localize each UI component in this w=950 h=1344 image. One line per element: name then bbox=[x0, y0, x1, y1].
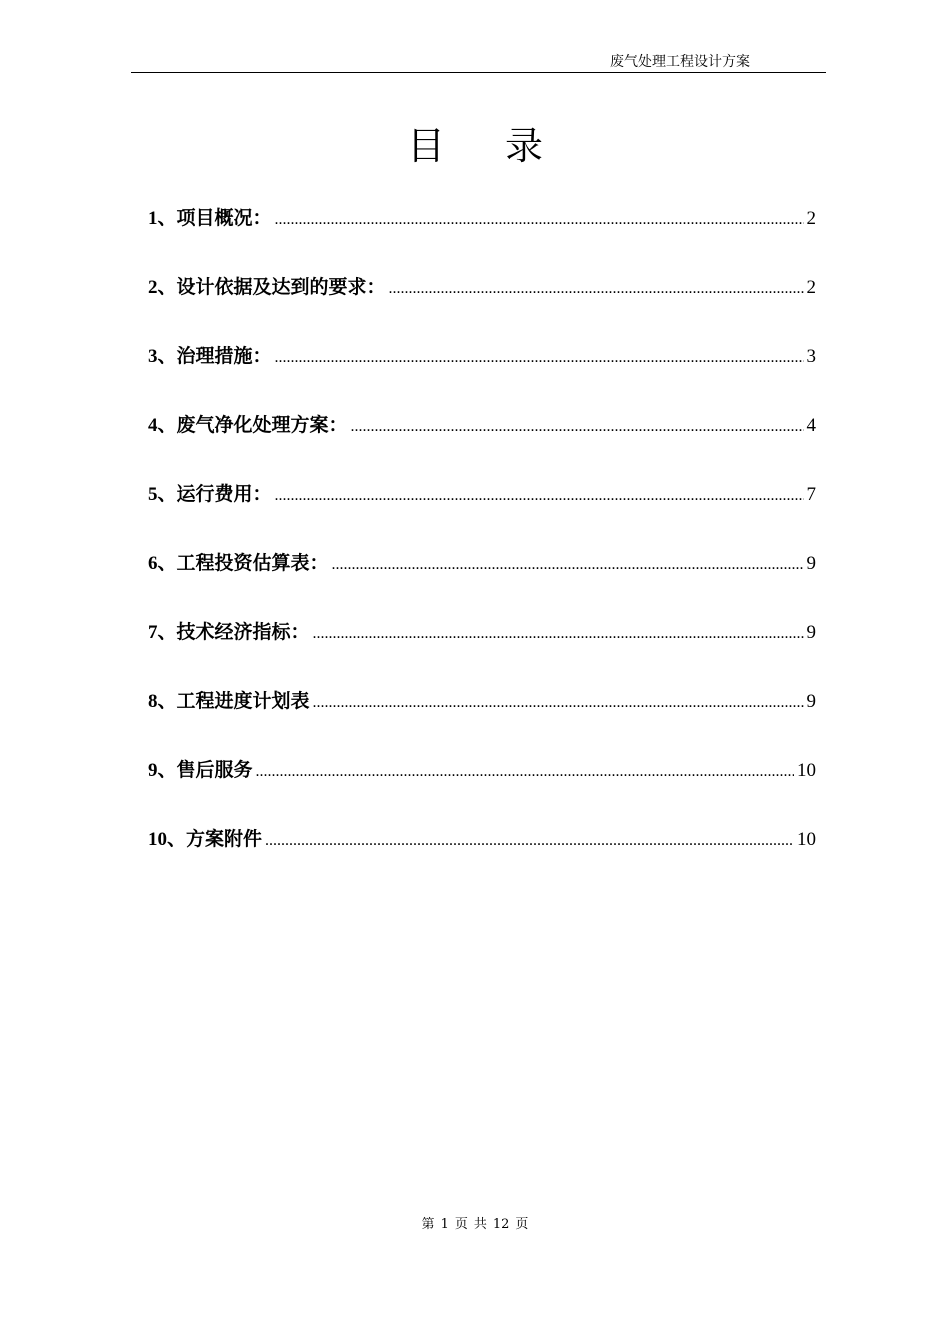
toc-entry-page: 10 bbox=[797, 760, 816, 781]
footer-current-page: 1 bbox=[440, 1217, 449, 1232]
toc-entry-number: 8 bbox=[148, 691, 158, 712]
toc-entry-page: 10 bbox=[797, 829, 816, 850]
toc-dot-leader bbox=[256, 758, 794, 786]
toc-entry-page: 9 bbox=[806, 691, 816, 712]
toc-entry-separator: 、 bbox=[157, 414, 177, 436]
toc-entry-page: 9 bbox=[806, 622, 816, 643]
toc-dot-leader bbox=[313, 689, 804, 717]
toc-entry-separator: 、 bbox=[157, 276, 177, 298]
toc-entry-page: 2 bbox=[806, 277, 816, 298]
toc-entry-number: 9 bbox=[148, 760, 158, 781]
toc-title: 目录 bbox=[406, 124, 603, 169]
toc-entry[interactable] bbox=[148, 411, 816, 480]
toc-entry[interactable] bbox=[148, 756, 816, 825]
footer-total-prefix: 共 bbox=[473, 1217, 487, 1232]
toc-entry-label: 设计依据及达到的要求： bbox=[176, 276, 386, 298]
toc-list bbox=[148, 204, 816, 894]
toc-entry-separator: 、 bbox=[157, 552, 177, 574]
toc-entry-label: 售后服务 bbox=[176, 759, 253, 781]
toc-entry-label: 运行费用： bbox=[176, 483, 272, 505]
toc-entry-separator: 、 bbox=[157, 621, 177, 643]
footer-prefix: 第 bbox=[421, 1217, 435, 1232]
toc-entry-page: 9 bbox=[806, 553, 816, 574]
page-footer bbox=[0, 1217, 950, 1233]
toc-entry-number: 10 bbox=[148, 829, 167, 850]
toc-entry-label: 工程进度计划表 bbox=[176, 690, 310, 712]
footer-total-pages: 12 bbox=[492, 1217, 510, 1232]
toc-entry-number: 3 bbox=[148, 346, 158, 367]
toc-dot-leader bbox=[265, 827, 794, 855]
toc-entry-separator: 、 bbox=[157, 345, 177, 367]
toc-entry-number: 4 bbox=[148, 415, 158, 436]
footer-page-word: 页 bbox=[454, 1217, 468, 1232]
header-title: 废气处理工程设计方案 bbox=[610, 54, 750, 70]
toc-entry-number: 2 bbox=[148, 277, 158, 298]
toc-entry[interactable] bbox=[148, 204, 816, 273]
toc-entry[interactable] bbox=[148, 825, 816, 894]
toc-dot-leader bbox=[332, 551, 804, 579]
toc-entry-separator: 、 bbox=[157, 759, 177, 781]
toc-entry-label: 方案附件 bbox=[186, 828, 263, 850]
toc-entry-separator: 、 bbox=[157, 207, 177, 229]
toc-entry-label: 工程投资估算表： bbox=[176, 552, 329, 574]
toc-entry-number: 5 bbox=[148, 484, 158, 505]
toc-entry-number: 1 bbox=[148, 208, 158, 229]
toc-entry-separator: 、 bbox=[157, 483, 177, 505]
toc-entry-page: 4 bbox=[806, 415, 816, 436]
toc-entry[interactable] bbox=[148, 342, 816, 411]
toc-entry-label: 项目概况： bbox=[176, 207, 272, 229]
toc-entry-page: 7 bbox=[806, 484, 816, 505]
toc-entry-page: 3 bbox=[806, 346, 816, 367]
toc-entry-page: 2 bbox=[806, 208, 816, 229]
toc-dot-leader bbox=[313, 620, 804, 648]
toc-entry-label: 废气净化处理方案： bbox=[176, 414, 348, 436]
toc-entry-label: 治理措施： bbox=[176, 345, 272, 367]
toc-entry-label: 技术经济指标： bbox=[176, 621, 310, 643]
page-header bbox=[131, 52, 826, 73]
toc-dot-leader bbox=[389, 275, 804, 303]
footer-suffix: 页 bbox=[515, 1217, 529, 1232]
toc-entry[interactable] bbox=[148, 549, 816, 618]
toc-entry[interactable] bbox=[148, 687, 816, 756]
toc-entry-separator: 、 bbox=[167, 828, 187, 850]
toc-entry-number: 7 bbox=[148, 622, 158, 643]
toc-entry[interactable] bbox=[148, 618, 816, 687]
toc-entry-number: 6 bbox=[148, 553, 158, 574]
toc-entry-separator: 、 bbox=[157, 690, 177, 712]
toc-entry[interactable] bbox=[148, 480, 816, 549]
toc-dot-leader bbox=[275, 206, 804, 234]
toc-dot-leader bbox=[275, 482, 804, 510]
toc-entry[interactable] bbox=[148, 273, 816, 342]
toc-dot-leader bbox=[351, 413, 804, 441]
toc-dot-leader bbox=[275, 344, 804, 372]
